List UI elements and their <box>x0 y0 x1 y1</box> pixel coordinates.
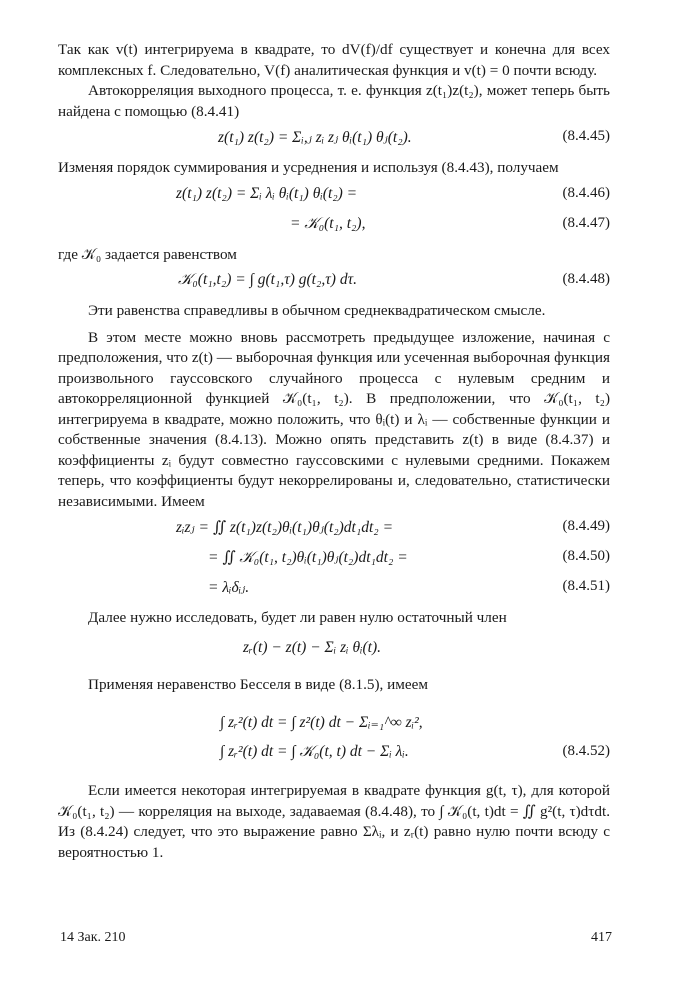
paragraph: Автокорреляция выходного процесса, т. е. функция z(t₁)z(t₂), может теперь быть найдена с помощью (8.4.41) <box>58 82 610 120</box>
equation-8-4-51 <box>58 578 610 602</box>
equation-8-4-52-first <box>58 713 610 737</box>
paragraph: Изменяя порядок суммирования и усреднения и используя (8.4.43), получаем <box>58 159 559 176</box>
paragraph: Так как v(t) интегрируема в квадрате, то dV(f)/df существует и конечна для всех комплексных f. Следовательно, V(f) аналитическая функция и v(t) = 0 почти всюду. <box>58 41 610 79</box>
equation-formula: ∫ zᵣ²(t) dt = ∫ z²(t) dt − Σᵢ₌₁^∞ zᵢ², <box>220 714 423 731</box>
equation-number: (8.4.47) <box>562 214 610 231</box>
paragraph: В этом месте можно вновь рассмотреть предыдущее изложение, начиная с предположения, что z(t) — выборочная функция или усеченная выборочная функция произвольного гауссовского случайного процесса с нулевым средним и автокорреляционной функцией 𝒦₀(t₁, t₂). В предположении, что 𝒦₀(t₁, t₂) интегрируема в квадрате, можно положить, что θᵢ(t) и λᵢ — собственные функции и собственные значения (8.4.13). Можно опять представить z(t) в виде (8.4.37) и коэффициенты zᵢ будут совместно гауссовскими с нулевыми средними. Покажем теперь, что коэффициенты будут некоррелированы и, следовательно, статистически независимыми. Имеем <box>58 328 610 510</box>
equation-formula: ∫ zᵣ²(t) dt = ∫ 𝒦₀(t, t) dt − Σᵢ λᵢ. <box>220 743 409 760</box>
equation-8-4-45 <box>58 128 610 152</box>
equation-remainder <box>58 639 610 663</box>
page-content <box>58 40 610 863</box>
paragraph: где 𝒦₀ задается равенством <box>58 245 237 263</box>
equation-number: (8.4.45) <box>562 128 610 144</box>
equation-formula: zᵢzⱼ = ∬ z(t₁)z(t₂)θᵢ(t₁)θⱼ(t₂)dt₁dt₂ = <box>176 519 394 536</box>
equation-8-4-49 <box>58 518 610 542</box>
equation-number: (8.4.50) <box>562 548 610 564</box>
equation-formula: = λᵢδᵢⱼ. <box>208 579 250 596</box>
equation-formula: = 𝒦₀(t₁, t₂), <box>290 214 366 232</box>
equation-formula: z(t₁) z(t₂) = Σᵢ,ⱼ zᵢ zⱼ θᵢ(t₁) θⱼ(t₂). <box>218 129 412 146</box>
equation-number: (8.4.52) <box>562 743 610 759</box>
page-number: 417 <box>591 930 612 945</box>
equation-formula: zᵣ(t) − z(t) − Σᵢ zᵢ θᵢ(t). <box>243 638 382 656</box>
equation-8-4-48 <box>58 271 610 295</box>
equation-formula: z(t₁) z(t₂) = Σᵢ λᵢ θᵢ(t₁) θᵢ(t₂) = <box>176 184 358 202</box>
equation-8-4-47 <box>58 215 610 239</box>
equation-8-4-52 <box>58 743 610 767</box>
paragraph: Эти равенства справедливы в обычном среднеквадратическом смысле. <box>88 302 546 319</box>
paragraph: Применяя неравенство Бесселя в виде (8.1.5), имеем <box>88 675 428 693</box>
equation-number: (8.4.51) <box>562 578 610 594</box>
equation-number: (8.4.49) <box>562 518 610 534</box>
equation-8-4-50 <box>58 548 610 572</box>
equation-formula: = ∬ 𝒦₀(t₁, t₂)θᵢ(t₁)θⱼ(t₂)dt₁dt₂ = <box>208 549 408 566</box>
equation-number: (8.4.46) <box>562 184 610 201</box>
equation-number: (8.4.48) <box>562 271 610 287</box>
printer-mark: 14 Зак. 210 <box>60 930 126 945</box>
paragraph: Далее нужно исследовать, будет ли равен нулю остаточный член <box>88 609 507 626</box>
equation-formula: 𝒦₀(t₁,t₂) = ∫ g(t₁,τ) g(t₂,τ) dτ. <box>178 271 358 288</box>
paragraph: Если имеется некоторая интегрируемая в квадрате функция g(t, τ), для которой 𝒦₀(t₁, t₂) — корреляция на выходе, задаваемая (8.4.48), то ∫ 𝒦₀(t, t)dt = ∬ g²(t, τ)dτdt. Из (8.4.24) следует, что это выражение равно Σλᵢ, и zᵣ(t) равно нулю почти всюду с вероятностью 1. <box>58 782 610 861</box>
equation-8-4-46 <box>58 185 610 209</box>
